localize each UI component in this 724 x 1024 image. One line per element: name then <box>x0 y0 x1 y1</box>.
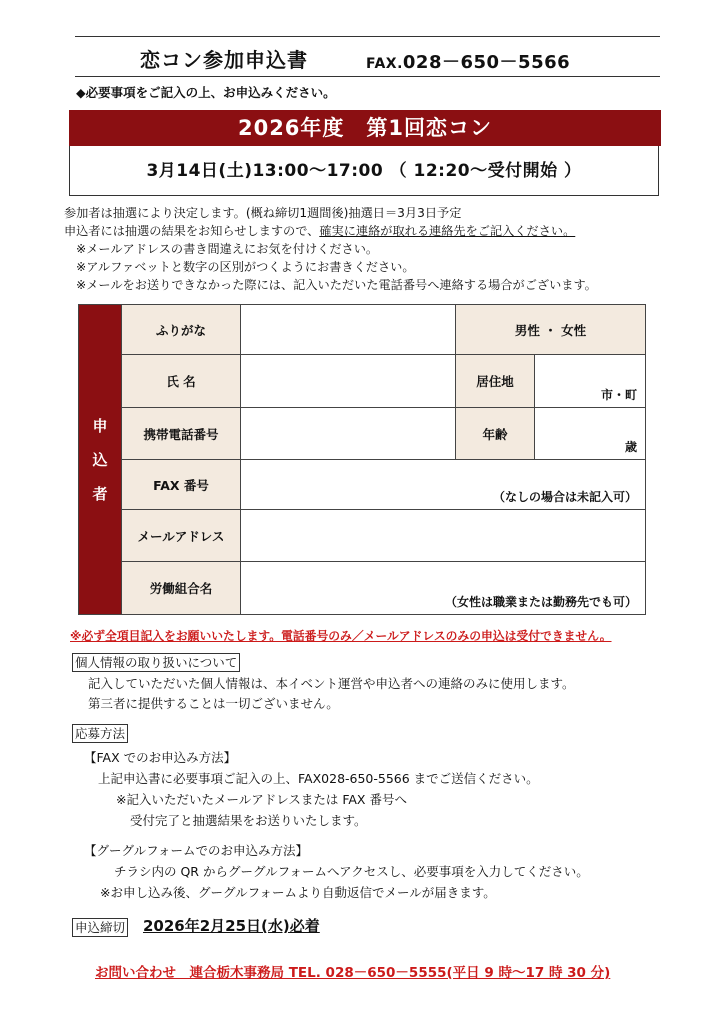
fax-note: （なしの場合は未記入可） <box>492 490 637 504</box>
deadline-label: 申込締切 <box>72 918 128 937</box>
intro-line-1: 参加者は抽選により決定します。(概ね締切1週間後)抽選日＝3月3日予定 <box>64 206 462 220</box>
google-method-heading: 【グーグルフォームでのお申込み方法】 <box>84 843 309 858</box>
side-char-1: 申 <box>92 416 108 435</box>
intro-text <box>64 204 597 294</box>
intro-line-4: ※アルファベットと数字の区別がつくようにお書きください。 <box>76 260 415 274</box>
form-title: 恋コン参加申込書 <box>140 48 308 72</box>
intro-line-2-emphasis: 確実に連絡が取れる連絡先をご記入ください。 <box>319 224 576 238</box>
mobile-label: 携帯電話番号 <box>122 408 241 460</box>
age-field[interactable] <box>535 408 646 460</box>
fax-field[interactable] <box>241 460 646 510</box>
intro-line-5: ※メールをお送りできなかった際には、記入いただいた電話番号へ連絡する場合がございます。 <box>76 278 597 292</box>
furigana-label: ふりがな <box>122 305 241 355</box>
privacy-text <box>88 674 575 714</box>
age-label: 年齢 <box>456 408 535 460</box>
fax-method-line-1: 上記申込書に必要事項ご記入の上、FAX028-650-5566 までご送信ください。 <box>98 771 539 786</box>
side-char-3: 者 <box>92 484 108 503</box>
name-label: 氏 名 <box>122 355 241 408</box>
event-banner: 2026年度 第1回恋コン <box>69 110 661 146</box>
fax-method-line-3: 受付完了と抽選結果をお送りいたします。 <box>130 813 367 828</box>
contact-info: お問い合わせ 連合栃木事務局 TEL. 028－650－5555(平日 9 時～17 時 30 分) <box>95 965 611 981</box>
title-rule <box>75 76 660 77</box>
privacy-heading: 個人情報の取り扱いについて <box>72 653 240 672</box>
name-field[interactable] <box>241 355 456 408</box>
fax-label: FAX 番号 <box>122 460 241 510</box>
email-label: メールアドレス <box>122 510 241 562</box>
required-warning: ※必ず全項目記入をお願いいたします。電話番号のみ／メールアドレスのみの申込は受付できません。 <box>70 629 612 643</box>
google-method-line-1: チラシ内の QR からグーグルフォームへアクセスし、必要事項を入力してください。 <box>114 864 589 879</box>
header-fax <box>366 48 570 74</box>
applicant-side-label <box>79 305 122 615</box>
apply-text <box>84 747 589 903</box>
application-form <box>78 304 646 615</box>
union-label: 労働組合名 <box>122 562 241 615</box>
residence-label: 居住地 <box>456 355 535 408</box>
furigana-field[interactable] <box>241 305 456 355</box>
mobile-field[interactable] <box>241 408 456 460</box>
fax-number: 028－650－5566 <box>402 52 571 73</box>
privacy-line-2: 第三者に提供することは一切ございません。 <box>88 696 339 711</box>
residence-field[interactable] <box>535 355 646 408</box>
fax-method-line-2: ※記入いただいたメールアドレスまたは FAX 番号へ <box>116 792 407 807</box>
fax-method-heading: 【FAX でのお申込み方法】 <box>84 750 237 765</box>
deadline-date: 2026年2月25日(水)必着 <box>143 917 320 935</box>
intro-line-2-a: 申込者には抽選の結果をお知らせしますので、 <box>64 224 320 238</box>
gender-select[interactable]: 男性 ・ 女性 <box>456 305 646 355</box>
fax-prefix: FAX. <box>366 56 403 72</box>
union-field[interactable] <box>241 562 646 615</box>
privacy-line-1: 記入していただいた個人情報は、本イベント運営や申込者への連絡のみに使用します。 <box>88 676 575 691</box>
email-field[interactable] <box>241 510 646 562</box>
event-date: 3月14日(土)13:00～17:00 （ 12:20～受付開始 ） <box>69 146 659 196</box>
apply-heading: 応募方法 <box>72 724 128 743</box>
residence-suffix: 市・町 <box>600 388 637 402</box>
intro-line-3: ※メールアドレスの書き間違えにお気を付けください。 <box>76 242 379 256</box>
top-rule <box>75 36 660 37</box>
union-note: （女性は職業または勤務先でも可） <box>444 595 637 609</box>
notice-text: ◆必要事項をご記入の上、お申込みください。 <box>76 85 336 100</box>
age-suffix: 歳 <box>624 440 637 454</box>
google-method-line-2: ※お申し込み後、グーグルフォームより自動返信でメールが届きます。 <box>100 885 496 900</box>
intro-line-2 <box>64 222 597 240</box>
side-char-2: 込 <box>92 450 108 469</box>
